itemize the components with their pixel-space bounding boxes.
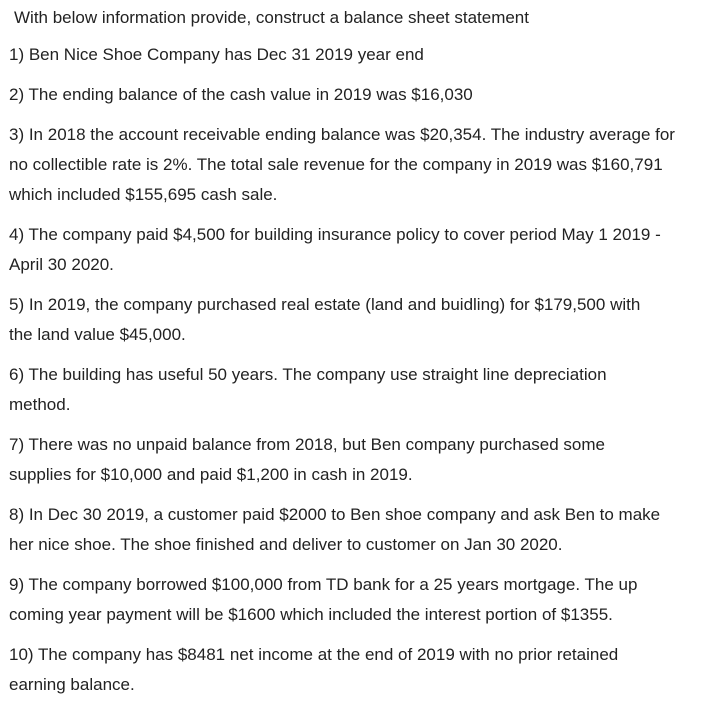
list-item-5: 5) In 2019, the company purchased real estate (land and buidling) for $179,500 with the land value $45,000. [9, 295, 641, 344]
list-item-1: 1) Ben Nice Shoe Company has Dec 31 2019 year end [9, 45, 424, 64]
list-item-2: 2) The ending balance of the cash value in 2019 was $16,030 [9, 85, 473, 104]
list-item-4: 4) The company paid $4,500 for building insurance policy to cover period May 1 2019 - April 30 2020. [9, 225, 661, 274]
list-item-6: 6) The building has useful 50 years. The company use straight line depreciation method. [9, 365, 607, 414]
list-item-3: 3) In 2018 the account receivable ending balance was $20,354. The industry average for no collectible rate is 2%. The total sale revenue for the company in 2019 was $160,791 which included $155,695 cash sale. [9, 125, 675, 204]
list-item-9: 9) The company borrowed $100,000 from TD bank for a 25 years mortgage. The up coming year payment will be $1600 which included the interest portion of $1355. [9, 575, 638, 624]
intro-text: With below information provide, construct a balance sheet statement [14, 8, 529, 27]
list-item-10: 10) The company has $8481 net income at the end of 2019 with no prior retained earning balance. [9, 645, 619, 694]
list-item-8: 8) In Dec 30 2019, a customer paid $2000 to Ben shoe company and ask Ben to make her nice shoe. The shoe finished and deliver to customer on Jan 30 2020. [9, 505, 661, 554]
list-item-7: 7) There was no unpaid balance from 2018, but Ben company purchased some supplies for $10,000 and paid $1,200 in cash in 2019. [9, 435, 605, 484]
